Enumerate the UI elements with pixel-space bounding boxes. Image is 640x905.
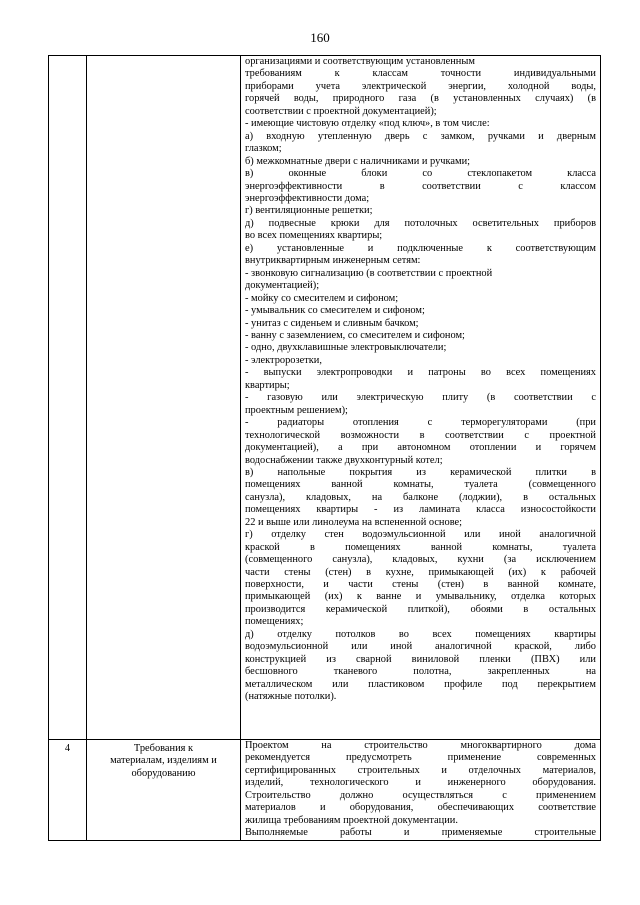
text-line: а) входную утепленную дверь с замком, ручками и дверным — [245, 130, 596, 142]
row-title-line: материалам, изделиям и — [110, 755, 217, 767]
text-line: (натяжные потолки). — [245, 691, 337, 703]
text-line: - имеющие чистовую отделку «под ключ», в том числе: — [245, 118, 490, 130]
text-line: г) вентиляционные решетки; — [245, 205, 373, 217]
text-line: е) установленные и подключенные к соответствующим — [245, 242, 596, 254]
text-line: поверхности, и части стены (стен) в ванной комнате, — [245, 579, 596, 591]
text-line: соответствии с проектной документацией); — [245, 105, 437, 117]
text-line: рекомендуется предусмотреть применение современных — [245, 752, 596, 764]
text-line: примыкающей (их) к ванне и умывальнику, отделка которых — [245, 591, 596, 603]
page-number: 160 — [310, 30, 330, 45]
text-line: глазком; — [245, 143, 282, 155]
text-line: производится керамической плиткой), обоями в остальных — [245, 603, 596, 615]
text-line: Строительство должно осуществляться с применением — [245, 789, 596, 801]
text-line: Выполняемые работы и применяемые строительные — [245, 827, 596, 839]
table-row — [49, 56, 601, 740]
text-line: приборами учета электрической энергии, холодной воды, — [245, 80, 596, 92]
text-line: конструкцией из сварной виниловой пленки (ПВХ) или — [245, 653, 596, 665]
text-line: - радиаторы отопления с терморегуляторами (при — [245, 417, 596, 429]
row-title-cell — [87, 56, 241, 740]
text-line: во всех помещениях квартиры; — [245, 230, 383, 242]
text-line: энергоэффективности в соответствии с классом — [245, 180, 596, 192]
text-line: энергоэффективности дома; — [245, 192, 370, 204]
text-line: (совмещенного санузла), кладовых, кухни (за исключением — [245, 554, 596, 566]
text-line: помещениях; — [245, 616, 304, 628]
text-line: проектным решением); — [245, 404, 348, 416]
text-line: б) межкомнатные двери с наличниками и ручками; — [245, 155, 471, 167]
text-line: требованиям к классам точности индивидуальными — [245, 68, 596, 80]
text-line: в) напольные покрытия из керамической плитки в — [245, 466, 596, 478]
row-title-cell — [87, 740, 241, 841]
text-line: - выпуски электропроводки и патроны во всех помещениях — [245, 367, 596, 379]
text-line: - умывальник со смесителем и сифоном; — [245, 305, 425, 317]
row-content-cell — [241, 740, 601, 841]
text-line: бесшовного тканевого полотна, закрепленных на — [245, 666, 596, 678]
text-line: - звонковую сигнализацию (в соответствии с проектной — [245, 267, 493, 279]
text-line: водоснабжении также двухконтурный котел; — [245, 454, 443, 466]
text-line: г) отделку стен водоэмульсионной или иной аналогичной — [245, 529, 596, 541]
text-line: документацией), а при автономном отоплении и горячем — [245, 442, 596, 454]
text-line: д) отделку потолков во всех помещениях квартиры — [245, 628, 596, 640]
text-line: - ванну с заземлением, со смесителем и сифоном; — [245, 329, 465, 341]
row-content-cell — [241, 56, 601, 740]
text-line: технологической возможности в соответствии с проектной — [245, 429, 596, 441]
text-line: 22 и выше или линолеума на вспененной основе; — [245, 516, 463, 528]
text-line: документацией); — [245, 280, 320, 292]
text-line: горячей воды, природного газа (в установленных случаях) (в — [245, 93, 596, 105]
text-line: водоэмульсионной или иной аналогичной краской, либо — [245, 641, 596, 653]
text-line: д) подвесные крюки для потолочных осветительных приборов — [245, 217, 596, 229]
text-line: - газовую или электрическую плиту (в соответствии с — [245, 392, 596, 404]
text-line: металлическом или пластиковом профиле под перекрытием — [245, 678, 596, 690]
text-line: краской в помещениях ванной комнаты, туалета — [245, 541, 596, 553]
text-line: санузла), кладовых, на балконе (лоджии), в остальных — [245, 491, 596, 503]
text-line: - унитаз с сиденьем и сливным бачком; — [245, 317, 419, 329]
text-line: материалов и оборудования, обеспечивающих соответствие — [245, 802, 596, 814]
text-line: квартиры; — [245, 379, 290, 391]
row-number-cell: 4 — [49, 740, 87, 841]
row-number-cell — [49, 56, 87, 740]
text-line: жилища требованиям проектной документации. — [245, 814, 458, 826]
text-line: части стены (стен) в кухне, примыкающей (их) к рабочей — [245, 566, 596, 578]
text-line: организациями и соответствующим установленным — [245, 56, 475, 67]
text-line: сертифицированных строительных и отделочных материалов, — [245, 764, 596, 776]
text-line: в) оконные блоки со стеклопакетом класса — [245, 168, 596, 180]
text-line: помещениях квартиры - из ламината класса износостойкости — [245, 504, 596, 516]
requirements-table — [48, 55, 601, 841]
text-line: внутриквартирным инженерным сетям: — [245, 255, 421, 267]
text-line: - электророзетки, — [245, 354, 322, 366]
text-line: изделий, технологического и инженерного оборудования. — [245, 777, 596, 789]
text-line: помещениях ванной комнаты, туалета (совмещенного — [245, 479, 596, 491]
text-line: - одно, двухклавишные электровыключатели; — [245, 342, 447, 354]
text-line: Проектом на строительство многоквартирного дома — [245, 740, 596, 751]
text-line: - мойку со смесителем и сифоном; — [245, 292, 399, 304]
table-row — [49, 740, 601, 841]
row-title-line: оборудованию — [131, 767, 196, 779]
row-title-line: Требования к — [133, 743, 194, 754]
